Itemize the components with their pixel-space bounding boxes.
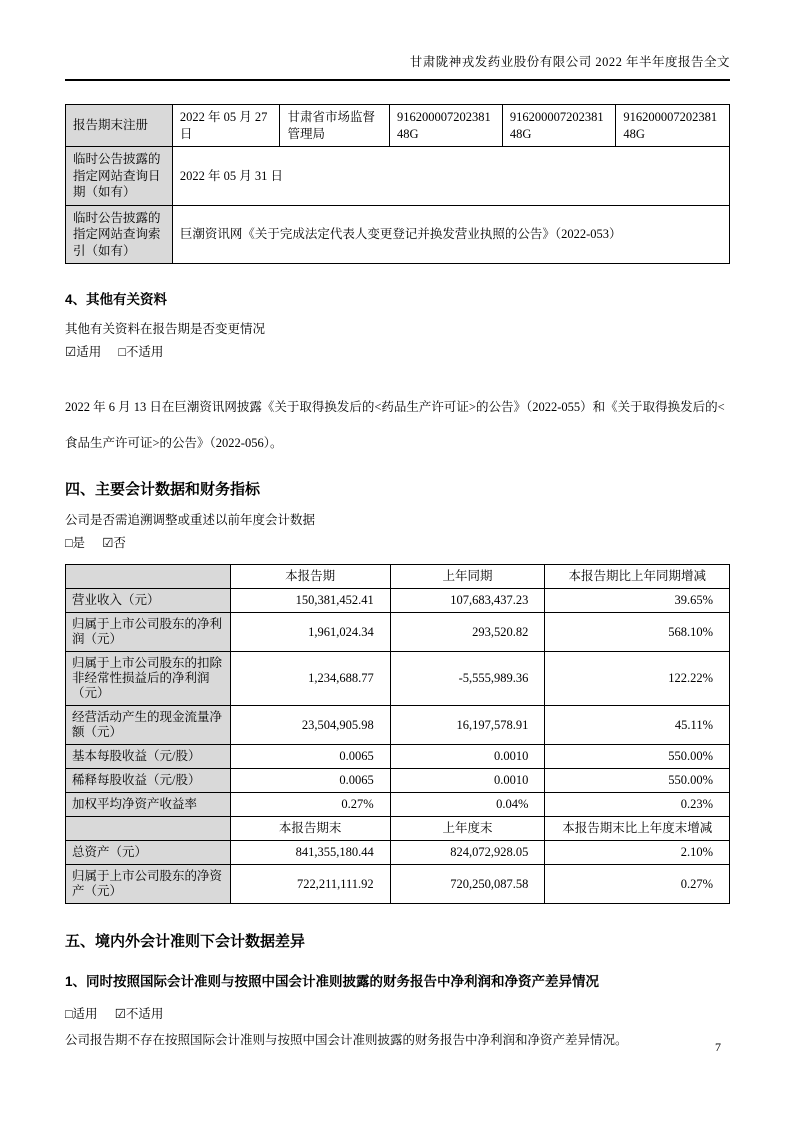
row-label: 临时公告披露的指定网站查询日期（如有） <box>66 147 173 206</box>
credit-code-cell: 91620000720238148G <box>502 105 616 147</box>
row-label: 归属于上市公司股东的净利润（元） <box>66 613 231 652</box>
value-cell: 45.11% <box>545 706 730 745</box>
change-question-text: 其他有关资料在报告期是否变更情况 <box>65 322 266 336</box>
disclosure-paragraph: 2022 年 6 月 13 日在巨潮资讯网披露《关于取得换发后的<药品生产许可证>的公告》（2022-055）和《关于取得换发后的<食品生产许可证>的公告》（2022-056）。 <box>65 399 725 450</box>
blank-header-cell <box>66 565 231 589</box>
table-row <box>66 793 730 817</box>
blank-header-cell <box>66 817 231 841</box>
row-label: 归属于上市公司股东的净资产（元） <box>66 865 231 904</box>
table-row <box>66 589 730 613</box>
row-label: 报告期末注册 <box>66 105 173 147</box>
value-cell: -5,555,989.36 <box>390 652 545 706</box>
query-index-cell: 巨潮资讯网《关于完成法定代表人变更登记并换发营业执照的公告》（2022-053） <box>172 205 729 264</box>
row-label: 加权平均净资产收益率 <box>66 793 231 817</box>
value-cell: 0.27% <box>230 793 390 817</box>
value-cell: 1,234,688.77 <box>230 652 390 706</box>
table-row <box>66 105 730 147</box>
value-cell: 0.0010 <box>390 745 545 769</box>
checkbox-applicable: ☑适用 <box>65 345 102 360</box>
page-number: 7 <box>715 1040 721 1054</box>
table-row <box>66 865 730 904</box>
row-label: 稀释每股收益（元/股） <box>66 769 231 793</box>
value-cell: 16,197,578.91 <box>390 706 545 745</box>
financial-indicators-table <box>65 564 730 904</box>
checkbox-yes: □是 <box>65 535 86 550</box>
value-cell: 720,250,087.58 <box>390 865 545 904</box>
credit-code-cell: 91620000720238148G <box>616 105 730 147</box>
row-label: 营业收入（元） <box>66 589 231 613</box>
value-cell: 107,683,437.23 <box>390 589 545 613</box>
value-cell: 2.10% <box>545 841 730 865</box>
checkbox-line-differences <box>65 1006 730 1022</box>
checkbox-line-restatement <box>65 535 730 551</box>
column-header: 本报告期末 <box>230 817 390 841</box>
value-cell: 0.04% <box>390 793 545 817</box>
row-label: 总资产（元） <box>66 841 231 865</box>
table-header-row <box>66 817 730 841</box>
section-heading-accounting-differences: 五、境内外会计准则下会计数据差异 <box>65 933 306 950</box>
value-cell: 23,504,905.98 <box>230 706 390 745</box>
value-cell: 550.00% <box>545 769 730 793</box>
section-heading-other-info: 4、其他有关资料 <box>65 292 168 307</box>
restatement-question-text: 公司是否需追溯调整或重述以前年度会计数据 <box>65 512 316 527</box>
row-label: 经营活动产生的现金流量净额（元） <box>66 706 231 745</box>
table-row <box>66 205 730 264</box>
table-row <box>66 706 730 745</box>
value-cell: 841,355,180.44 <box>230 841 390 865</box>
checkbox-no: ☑否 <box>102 535 126 550</box>
checkbox-not-applicable: □不适用 <box>118 345 164 360</box>
value-cell: 293,520.82 <box>390 613 545 652</box>
value-cell: 122.22% <box>545 652 730 706</box>
registration-authority-cell: 甘肃省市场监督管理局 <box>280 105 390 147</box>
value-cell: 39.65% <box>545 589 730 613</box>
row-label: 临时公告披露的指定网站查询索引（如有） <box>66 205 173 264</box>
value-cell: 550.00% <box>545 745 730 769</box>
registration-date-cell: 2022 年 05 月 27 日 <box>172 105 280 147</box>
value-cell: 722,211,111.92 <box>230 865 390 904</box>
table-row <box>66 147 730 206</box>
row-label: 归属于上市公司股东的扣除非经常性损益后的净利润（元） <box>66 652 231 706</box>
doc-header-title: 甘肃陇神戎发药业股份有限公司 2022 年半年度报告全文 <box>65 52 730 81</box>
column-header: 上年度末 <box>390 817 545 841</box>
column-header: 本报告期末比上年度末增减 <box>545 817 730 841</box>
subsection-heading-ifrs-differences: 1、同时按照国际会计准则与按照中国会计准则披露的财务报告中净利润和净资产差异情况 <box>65 974 600 989</box>
value-cell: 1,961,024.34 <box>230 613 390 652</box>
value-cell: 0.0065 <box>230 745 390 769</box>
row-label: 基本每股收益（元/股） <box>66 745 231 769</box>
table-row <box>66 769 730 793</box>
column-header: 上年同期 <box>390 565 545 589</box>
table-row <box>66 745 730 769</box>
table-header-row <box>66 565 730 589</box>
value-cell: 150,381,452.41 <box>230 589 390 613</box>
column-header: 本报告期比上年同期增减 <box>545 565 730 589</box>
differences-statement: 公司报告期不存在按照国际会计准则与按照中国会计准则披露的财务报告中净利润和净资产差异情况。 <box>65 1033 628 1048</box>
table-row <box>66 841 730 865</box>
value-cell: 824,072,928.05 <box>390 841 545 865</box>
registration-info-table <box>65 104 730 264</box>
value-cell: 568.10% <box>545 613 730 652</box>
column-header: 本报告期 <box>230 565 390 589</box>
value-cell: 0.23% <box>545 793 730 817</box>
value-cell: 0.0010 <box>390 769 545 793</box>
credit-code-cell: 91620000720238148G <box>390 105 503 147</box>
checkbox-line-other <box>65 344 730 360</box>
checkbox-applicable: □适用 <box>65 1007 98 1021</box>
table-row <box>66 613 730 652</box>
value-cell: 0.0065 <box>230 769 390 793</box>
checkbox-not-applicable: ☑不适用 <box>114 1007 164 1021</box>
value-cell: 0.27% <box>545 865 730 904</box>
table-row <box>66 652 730 706</box>
query-date-cell: 2022 年 05 月 31 日 <box>172 147 729 206</box>
section-heading-main-indicators: 四、主要会计数据和财务指标 <box>65 480 261 498</box>
